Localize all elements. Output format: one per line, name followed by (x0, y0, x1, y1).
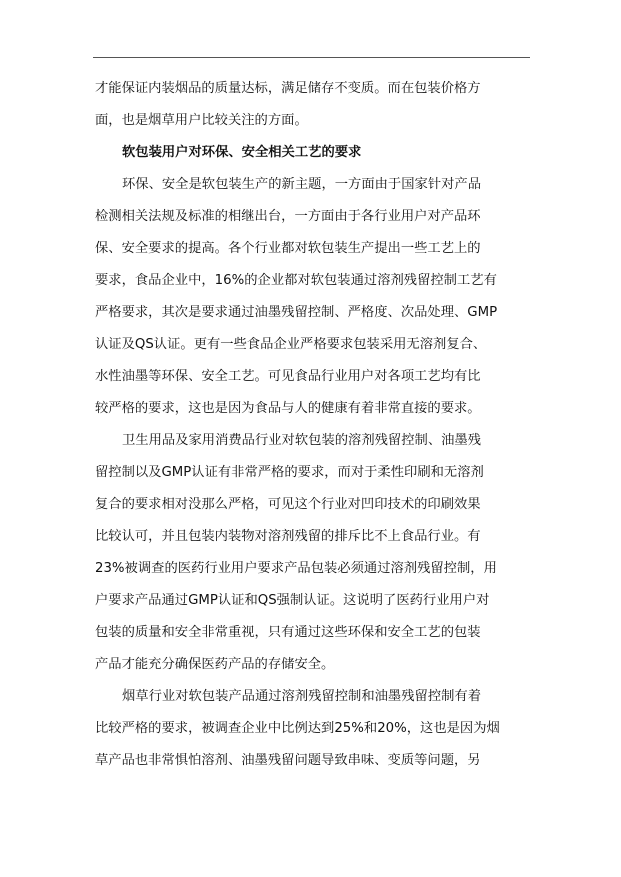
text-line: 复合的要求相对没那么严格，可见这个行业对凹印技术的印刷效果 (95, 497, 481, 512)
text-line: 产品才能充分确保医药产品的存储安全。 (95, 657, 335, 672)
text-line: 草产品也非常惧怕溶剂、油墨残留问题导致串味、变质等问题，另 (95, 753, 481, 768)
text-line: 比较严格的要求，被调查企业中比例达到25%和20%，这也是因为烟 (95, 721, 500, 736)
section-heading: 软包装用户对环保、安全相关工艺的要求 (122, 145, 362, 160)
text-line: 较严格的要求，这也是因为食品与人的健康有着非常直接的要求。 (95, 401, 481, 416)
text-line: 检测相关法规及标准的相继出台，一方面由于各行业用户对产品环 (95, 209, 481, 224)
text-line: 才能保证内装烟品的质量达标，满足储存不变质。而在包装价格方 (95, 81, 481, 96)
text-line: 面，也是烟草用户比较关注的方面。 (95, 113, 308, 128)
text-line: 严格要求，其次是要求通过油墨残留控制、严格度、次品处理、GMP (95, 305, 498, 320)
text-line: 23%被调查的医药行业用户要求产品包装必须通过溶剂残留控制，用 (95, 561, 497, 576)
header-rule (93, 57, 530, 58)
text-line: 烟草行业对软包装产品通过溶剂残留控制和油墨残留控制有着 (122, 689, 482, 704)
text-line: 户要求产品通过GMP认证和QS强制认证。这说明了医药行业用户对 (95, 593, 490, 608)
text-line: 环保、安全是软包装生产的新主题，一方面由于国家针对产品 (122, 177, 482, 192)
text-line: 比较认可，并且包装内装物对溶剂残留的排斥比不上食品行业。有 (95, 529, 481, 544)
body-text (95, 73, 529, 777)
text-line: 水性油墨等环保、安全工艺。可见食品行业用户对各项工艺均有比 (95, 369, 481, 384)
text-line: 认证及QS认证。更有一些食品企业严格要求包装采用无溶剂复合、 (95, 337, 487, 352)
text-line: 留控制以及GMP认证有非常严格的要求，而对于柔性印刷和无溶剂 (95, 465, 484, 480)
text-line: 卫生用品及家用消费品行业对软包装的溶剂残留控制、油墨残 (122, 433, 482, 448)
text-line: 要求，食品企业中，16%的企业都对软包装通过溶剂残留控制工艺有 (95, 273, 497, 288)
text-line: 保、安全要求的提高。各个行业都对软包装生产提出一些工艺上的 (95, 241, 481, 256)
text-line: 包装的质量和安全非常重视，只有通过这些环保和安全工艺的包装 (95, 625, 481, 640)
